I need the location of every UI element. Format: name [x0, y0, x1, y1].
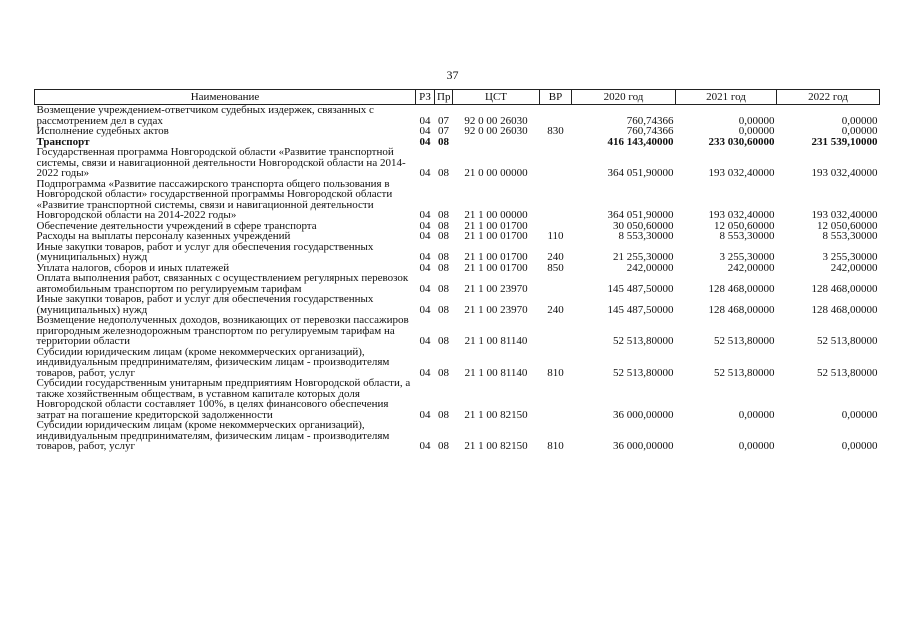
row-pr: 08	[438, 135, 449, 148]
row-pr: 08	[438, 366, 449, 379]
header-cst: ЦСТ	[453, 90, 540, 105]
table-row	[35, 273, 880, 294]
row-rz: 04	[419, 366, 431, 379]
row-pr: 08	[438, 230, 449, 242]
table-row	[35, 315, 880, 347]
row-2021: 52 513,80000	[714, 335, 775, 347]
row-vr: 810	[547, 440, 564, 452]
row-pr: 08	[438, 251, 449, 263]
table-header-row	[35, 90, 880, 105]
row-cst: 21 1 00 00000	[464, 209, 528, 221]
row-2020: 36 000,00000	[613, 440, 674, 452]
page-number: 37	[446, 68, 459, 82]
row-vr: 240	[547, 251, 564, 263]
row-2020: 760,74366	[626, 114, 674, 127]
row-cst: 21 0 00 00000	[464, 167, 528, 179]
row-name: Оплата выполнения работ, связанных с осуществлением регулярных перевозок автомобильным транспортом по регулируемым тарифам	[36, 272, 409, 295]
row-2021: 8 553,30000	[719, 230, 775, 242]
header-2022: 2022 год	[777, 90, 880, 105]
row-pr: 07	[438, 114, 449, 127]
row-pr: 08	[438, 261, 449, 274]
budget-table	[34, 89, 880, 452]
row-name: Иные закупки товаров, работ и услуг для обеспечения государственных (муниципальных) нужд	[36, 240, 374, 263]
row-2021: 0,00000	[738, 114, 775, 127]
row-name: Субсидии юридическим лицам (кроме некоммерческих организаций), индивидуальным предпринимателям, физическим лицам - производителям товаров, работ, услуг	[36, 419, 390, 452]
row-2021: 3 255,30000	[719, 251, 775, 263]
row-2021: 193 032,40000	[708, 209, 775, 221]
row-2022: 0,00000	[841, 125, 878, 137]
row-cst: 21 1 00 23970	[464, 303, 528, 316]
row-name: Субсидии юридическим лицам (кроме некоммерческих организаций), индивидуальным предпринимателям, физическим лицам - производителям товаров, работ, услуг	[36, 345, 390, 379]
row-cst: 21 1 00 01700	[464, 219, 528, 232]
row-name: Субсидии государственным унитарным предприятиям Новгородской области, а также хозяйственным обществам, в уставном капитале которых доля Новгородской области составляет 100%, в целях финансового обеспечения затрат на погашение кредиторской задолженности	[36, 377, 411, 421]
row-vr: 240	[547, 303, 564, 316]
row-cst: 21 1 00 23970	[464, 282, 528, 295]
header-rz: РЗ	[416, 90, 435, 105]
row-vr: 110	[547, 230, 564, 242]
row-2020: 760,74366	[626, 125, 674, 137]
row-vr	[540, 137, 572, 148]
row-name: Возмещение учреждением-ответчиком судебных издержек, связанных с рассмотрением дел в судах	[36, 104, 374, 127]
row-name: Подпрограмма «Развитие пассажирского транспорта общего пользования в Новгородской области» государственной программы Новгородской области «Развитие транспортной системы, связи и навигационной деятельности Новгородской области на 2014-2022 годы»	[36, 177, 393, 221]
row-cst: 21 1 00 01700	[464, 251, 528, 263]
row-2021: 128 468,00000	[708, 282, 775, 295]
row-pr: 08	[438, 440, 449, 452]
table-row	[35, 231, 880, 242]
row-2020: 30 050,60000	[613, 219, 674, 232]
row-vr: 810	[547, 366, 564, 379]
table-row	[35, 147, 880, 179]
row-rz: 04	[419, 261, 431, 274]
row-2022: 128 468,00000	[811, 282, 878, 295]
row-2020: 8 553,30000	[618, 230, 674, 242]
table-row	[35, 347, 880, 379]
row-vr	[540, 147, 572, 179]
row-rz: 04	[419, 408, 431, 421]
row-pr: 08	[438, 282, 449, 295]
row-2021: 0,00000	[738, 408, 775, 421]
row-vr	[540, 378, 572, 420]
table-row	[35, 242, 880, 263]
row-vr	[540, 105, 572, 127]
row-name: Обеспечение деятельности учреждений в сфере транспорта	[36, 219, 317, 232]
row-2020: 145 487,50000	[607, 282, 674, 295]
row-vr	[540, 273, 572, 294]
row-rz: 04	[419, 282, 431, 295]
row-rz: 04	[419, 135, 431, 148]
row-vr	[540, 179, 572, 221]
row-2021: 193 032,40000	[708, 167, 775, 179]
row-name: Расходы на выплаты персоналу казенных учреждений	[36, 230, 291, 242]
row-2020: 145 487,50000	[607, 303, 674, 316]
row-rz: 04	[419, 209, 431, 221]
header-pr: Пр	[435, 90, 453, 105]
table-row	[35, 420, 880, 452]
row-2020: 416 143,40000	[607, 135, 674, 148]
row-2022: 8 553,30000	[822, 230, 878, 242]
row-pr: 08	[438, 167, 449, 179]
row-2021: 0,00000	[738, 125, 775, 137]
row-pr: 08	[438, 303, 449, 316]
row-name: Исполнение судебных актов	[36, 125, 169, 137]
row-rz: 04	[419, 167, 431, 179]
row-2021: 128 468,00000	[708, 303, 775, 316]
row-name: Государственная программа Новгородской области «Развитие транспортной системы, связи и навигационной деятельности Новгородской области на 2014-2022 годы»	[36, 146, 406, 179]
row-2020: 242,00000	[626, 261, 674, 274]
row-2021: 233 030,60000	[708, 135, 775, 148]
row-rz: 04	[419, 251, 431, 263]
row-cst: 21 1 00 82150	[464, 408, 528, 421]
row-cst	[453, 137, 540, 148]
row-cst: 21 1 00 01700	[464, 230, 528, 242]
row-name: Возмещение недополученных доходов, возникающих от перевозки пассажиров пригородным железнодорожным транспортом по регулируемым тарифам на территории области	[36, 314, 409, 347]
row-2022: 242,00000	[830, 261, 878, 274]
row-2022: 231 539,10000	[811, 135, 878, 148]
row-cst: 92 0 00 26030	[464, 114, 528, 127]
row-2020: 52 513,80000	[613, 335, 674, 347]
row-cst: 21 1 00 81140	[464, 335, 528, 347]
row-name: Уплата налогов, сборов и иных платежей	[36, 261, 230, 274]
row-cst: 21 1 00 01700	[464, 261, 528, 274]
row-2021: 52 513,80000	[714, 366, 775, 379]
row-2022: 0,00000	[841, 114, 878, 127]
row-rz: 04	[419, 303, 431, 316]
row-2021: 0,00000	[738, 440, 775, 452]
header-name: Наименование	[35, 90, 416, 105]
row-name: Иные закупки товаров, работ и услуг для обеспечения государственных (муниципальных) нужд	[36, 293, 374, 316]
row-2020: 36 000,00000	[613, 408, 674, 421]
header-vr: ВР	[540, 90, 572, 105]
row-rz: 04	[419, 114, 431, 127]
table-row	[35, 105, 880, 127]
row-rz: 04	[419, 125, 431, 137]
row-2022: 193 032,40000	[811, 167, 878, 179]
header-2020: 2020 год	[572, 90, 676, 105]
row-vr: 850	[547, 261, 564, 274]
row-pr: 08	[438, 335, 449, 347]
row-2022: 52 513,80000	[817, 366, 878, 379]
row-2022: 0,00000	[841, 440, 878, 452]
row-vr	[540, 315, 572, 347]
row-pr: 08	[438, 209, 449, 221]
row-2020: 21 255,30000	[613, 251, 674, 263]
row-name: Транспорт	[36, 135, 90, 148]
row-2021: 12 050,60000	[714, 219, 775, 232]
table-row	[35, 179, 880, 221]
row-rz: 04	[419, 230, 431, 242]
table-row	[35, 294, 880, 315]
row-2022: 193 032,40000	[811, 209, 878, 221]
row-rz: 04	[419, 219, 431, 232]
row-pr: 08	[438, 408, 449, 421]
row-pr: 08	[438, 219, 449, 232]
row-2022: 0,00000	[841, 408, 878, 421]
table-row	[35, 378, 880, 420]
row-2021: 242,00000	[727, 261, 775, 274]
row-cst: 21 1 00 81140	[464, 366, 528, 379]
row-2022: 128 468,00000	[811, 303, 878, 316]
row-pr: 07	[438, 125, 449, 137]
header-2021: 2021 год	[676, 90, 777, 105]
row-2022: 3 255,30000	[822, 251, 878, 263]
row-2020: 364 051,90000	[607, 209, 674, 221]
row-2020: 364 051,90000	[607, 167, 674, 179]
row-cst: 92 0 00 26030	[464, 125, 528, 137]
row-2020: 52 513,80000	[613, 366, 674, 379]
row-rz: 04	[419, 335, 431, 347]
table-row	[35, 126, 880, 137]
row-2022: 52 513,80000	[817, 335, 878, 347]
row-cst: 21 1 00 82150	[464, 440, 528, 452]
row-2022: 12 050,60000	[817, 219, 878, 232]
row-rz: 04	[419, 440, 431, 452]
row-vr: 830	[547, 125, 564, 137]
